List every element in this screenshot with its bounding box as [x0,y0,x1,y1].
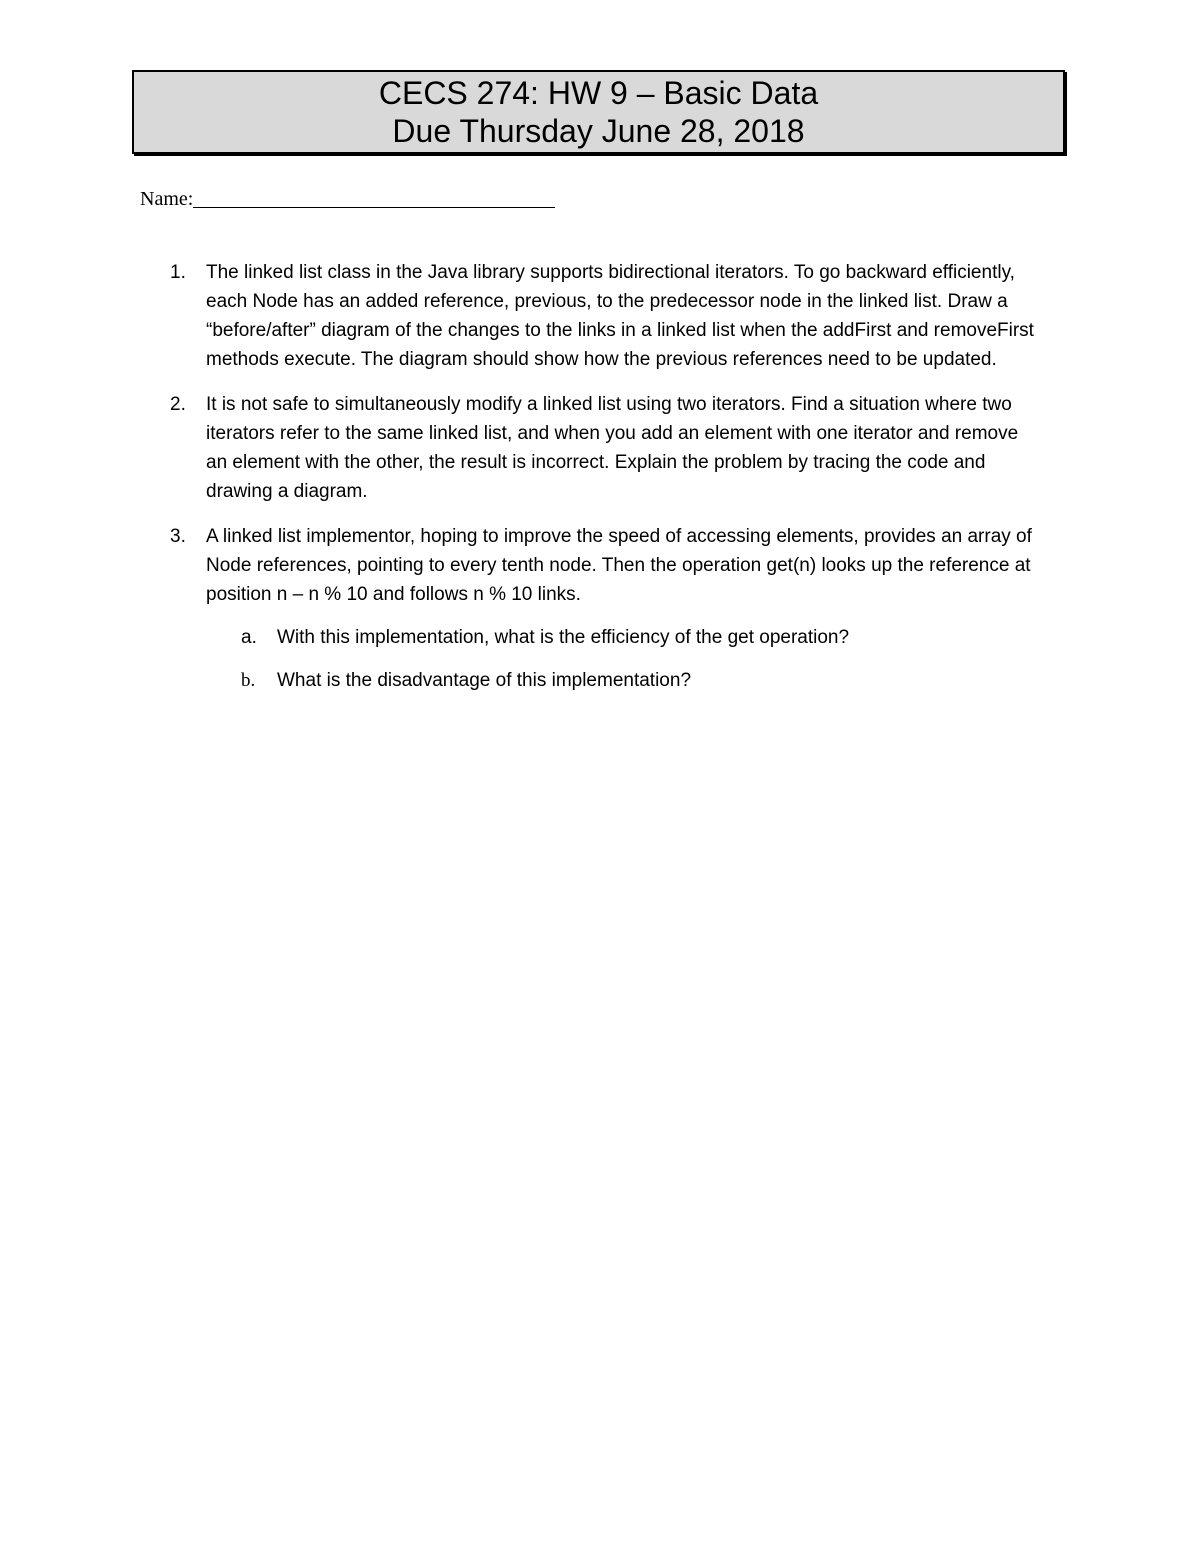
subquestion-letter: b. [241,670,256,691]
name-field [140,186,555,212]
title-line-1: CECS 274: HW 9 – Basic Data [378,75,819,111]
question-2 [0,390,1200,506]
subquestion-a [0,623,1200,652]
subquestion-b [0,666,1200,695]
question-text: A linked list implementor, hoping to improve the speed of accessing elements, provides an array of Node references, pointing to every tenth node. Then the operation get(n) looks up the reference at position n – n % 10 and follows n % 10 links. [206,526,1032,605]
question-text: The linked list class in the Java library supports bidirectional iterators. To go backward efficiently, each Node has an added reference, previous, to the predecessor node in the linked list. Draw a “before/after” diagram of the changes to the links in a linked list when the addFirst and removeFirst methods execute. The diagram should show how the previous references need to be updated. [206,262,1034,370]
subquestion-text: With this implementation, what is the efficiency of the get operation? [277,627,850,648]
question-number: 3. [170,526,186,547]
title-line-2: Due Thursday June 28, 2018 [392,113,805,149]
question-3 [0,522,1200,695]
question-number: 1. [170,262,186,283]
question-number: 2. [170,394,186,415]
name-label: Name: [140,188,194,210]
name-blank-line[interactable] [193,187,555,208]
question-text: It is not safe to simultaneously modify a linked list using two iterators. Find a situation where two iterators refer to the same linked list, and when you add an element with one iterator and remove an element with the other, the result is incorrect. Explain the problem by tracing the code and drawing a diagram. [206,394,1019,502]
question-list [0,258,1200,711]
title-box [132,70,1065,154]
subquestion-letter: a. [241,627,257,648]
subquestion-text: What is the disadvantage of this implementation? [277,670,692,691]
question-1 [0,258,1200,374]
